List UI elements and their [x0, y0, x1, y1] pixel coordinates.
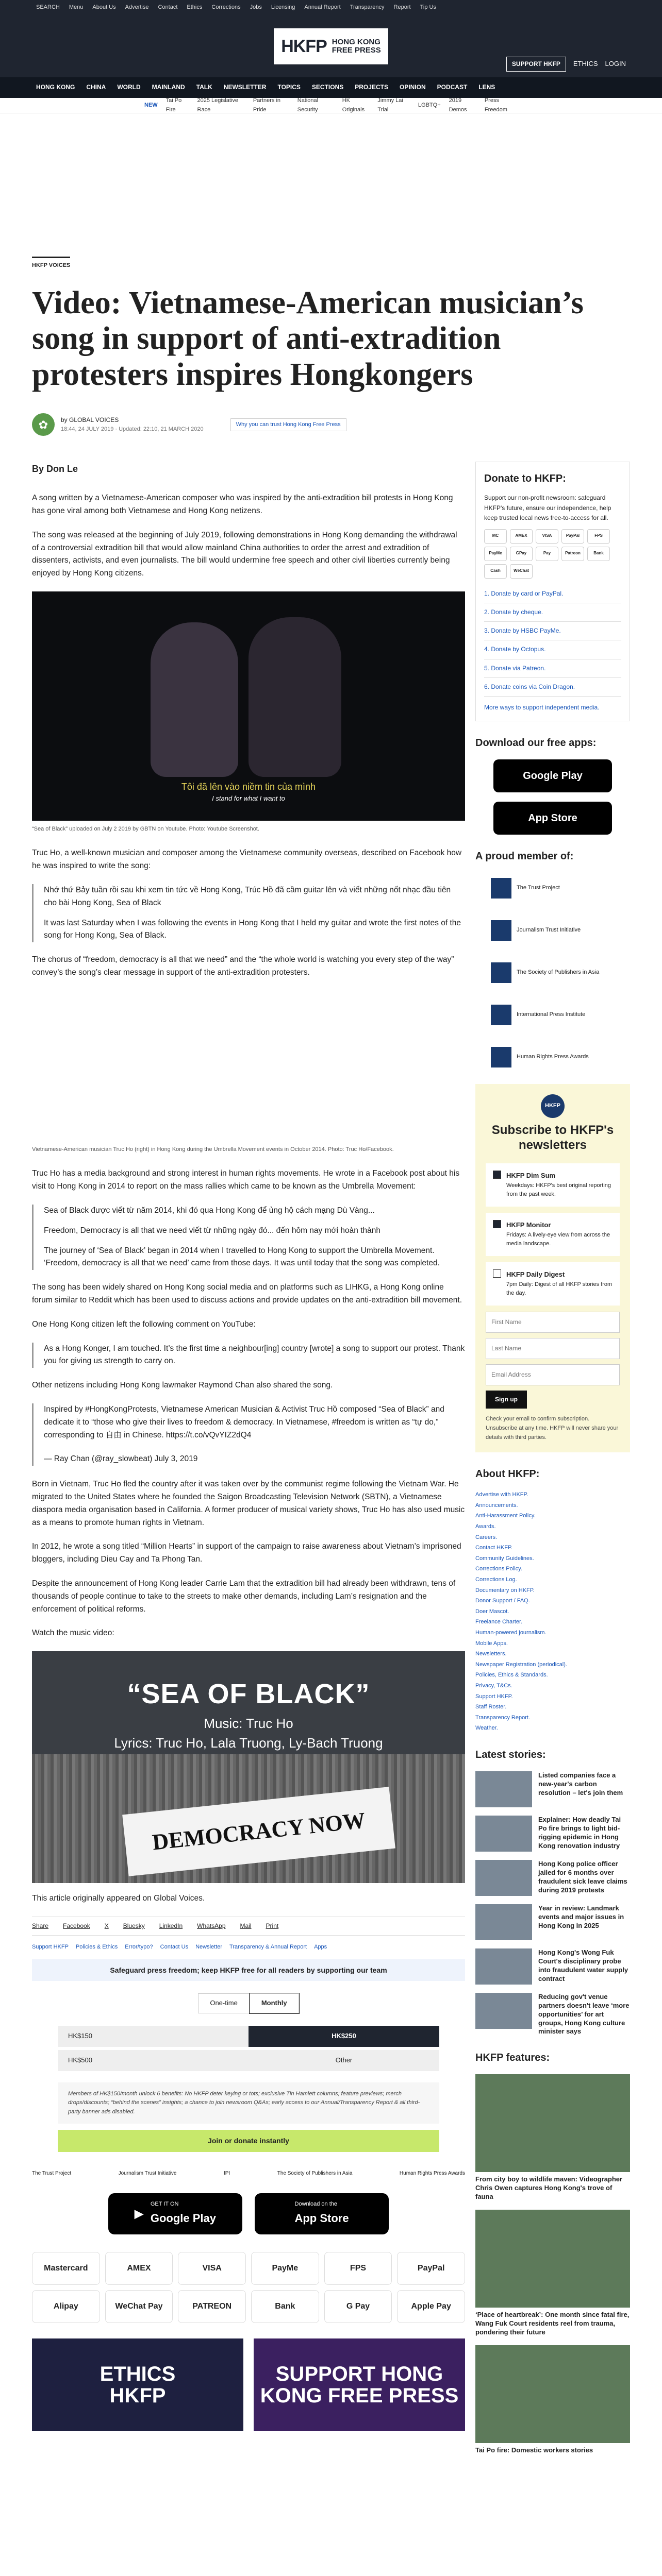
freq-one-time[interactable]: One-time [198, 1993, 249, 2013]
logo-line1: HONG KONG [332, 38, 380, 47]
card-logo: MC [484, 529, 507, 544]
newsletter-option[interactable] [486, 1213, 620, 1256]
donate-link[interactable]: 4. Donate by Octopus. [484, 640, 621, 659]
latest-story[interactable] [475, 1860, 630, 1896]
newsletter-option[interactable] [486, 1163, 620, 1207]
subnav-item[interactable]: Partners in Pride [253, 97, 281, 113]
blockquote [32, 884, 465, 942]
nav-item[interactable]: NEWSLETTER [223, 83, 267, 91]
paragraph: Truc Ho has a media background and strong interest in human rights movements. He wrote in a Facebook post about his visit to Hong Kong in 2014 to report on the mass rallies which came to be known as the Umbrella Movement: [32, 1169, 460, 1191]
embedded-tweet[interactable] [32, 1403, 465, 1466]
option-desc: Weekdays: HKFP's best original reporting from the past week. [506, 1182, 611, 1198]
about-link[interactable]: Newspaper Registration (periodical). [475, 1661, 567, 1668]
top-utility-bar [0, 0, 662, 15]
member-logos [475, 873, 630, 1073]
quote-line: As a Hong Konger, I am touched. It’s the first time a neighbour[ing] country [wrote] a song to support our protest. Thank you for giving us strength to carry on. [44, 1344, 465, 1366]
about-link[interactable]: Careers. [475, 1534, 498, 1540]
blockquote [32, 1205, 465, 1270]
login-link[interactable]: LOGIN [605, 60, 626, 68]
story-thumbnail [475, 1948, 532, 1985]
paragraph: In 2012, he wrote a song titled “Million Hearts” in support of the campaign to raise awareness about Vietnam’s imprisoned bloggers, including Dieu Cay and Ta Phong Tan. [32, 1542, 461, 1564]
about-link[interactable]: Contact HKFP. [475, 1545, 512, 1551]
freq-monthly[interactable]: Monthly [250, 1993, 299, 2013]
feature-image [475, 2074, 630, 2172]
safeguard-banner[interactable]: Safeguard press freedom; keep HKFP free for all readers by supporting our team [32, 1959, 465, 1981]
quote-line: It was last Saturday when I was following the events in Hong Kong that I held my guitar and wrote the first notes of the song for Hong Kong, Sea of Black. [44, 918, 461, 940]
payment-logo: PayPal [397, 2252, 465, 2285]
video-credit-lyrics: Lyrics: Truc Ho, Lala Truong, Ly-Bach Truong [114, 1735, 383, 1751]
share-link[interactable]: X [104, 1922, 109, 1929]
newsletter-option[interactable] [486, 1262, 620, 1306]
topbar-link[interactable]: Jobs [250, 4, 262, 11]
footer-links [32, 1943, 465, 1952]
paragraph: Truc Ho, a well-known musician and composer among the Vietnamese community overseas, described on Facebook how he was inspired to write the song: [32, 849, 462, 871]
card-logo: PayPal [561, 529, 584, 544]
payment-logo: WeChat Pay [105, 2290, 173, 2323]
payment-logo: PayMe [251, 2252, 319, 2285]
topbar-link[interactable]: Report [393, 4, 411, 11]
member-name: Journalism Trust Initiative [517, 927, 581, 934]
paragraph: The chorus of “freedom, democracy is all that we need” and the “the whole world is watching you every step of the way” convey’s the song’s clear message in support of the anti-extradition protesters. [32, 955, 454, 977]
share-link[interactable]: Facebook [63, 1922, 90, 1929]
more-ways-link[interactable]: More ways to support independent media. [484, 704, 600, 711]
about-title: About HKFP: [475, 1468, 540, 1480]
topbar-link[interactable]: Ethics [187, 4, 203, 11]
about-link[interactable]: Documentary on HKFP. [475, 1587, 535, 1594]
footer-link[interactable]: Error/typo? [125, 1944, 153, 1951]
nav-item[interactable]: TOPICS [277, 83, 301, 91]
nav-item[interactable]: WORLD [117, 83, 141, 91]
tweet-author: — Ray Chan (@ray_slowbeat) July 3, 2019 [44, 1454, 198, 1464]
first-name-field[interactable]: First Name [486, 1312, 620, 1333]
about-link[interactable]: Privacy, T&Cs. [475, 1682, 512, 1689]
trust-notice[interactable]: Why you can trust Hong Kong Free Press [230, 418, 346, 432]
blockquote [32, 1343, 465, 1368]
card-logo: PayMe [484, 547, 507, 561]
topbar-link[interactable]: Contact [158, 4, 178, 11]
story-title: Explainer: How deadly Tai Po fire brings to light bid-rigging epidemic in Hong Kong renovation industry [538, 1815, 621, 1850]
member-logo[interactable] [475, 957, 630, 988]
donate-link[interactable]: 2. Donate by cheque. [484, 603, 621, 622]
story-thumbnail [475, 1771, 532, 1807]
topbar-link[interactable]: Annual Report [304, 4, 341, 11]
new-label: NEW [144, 101, 158, 108]
subnav-item[interactable]: 2019 Demos [449, 97, 467, 113]
member-title: A proud member of: [475, 851, 574, 862]
about-link[interactable]: Community Guidelines. [475, 1555, 534, 1562]
nav-item[interactable]: MAINLAND [152, 83, 185, 91]
share-link[interactable]: Mail [240, 1922, 252, 1929]
story-thumbnail [475, 1860, 532, 1896]
subnav-item[interactable]: Tai Po Fire [166, 97, 182, 113]
story-thumbnail [475, 1904, 532, 1940]
latest-story[interactable] [475, 1993, 630, 2036]
video-embed[interactable] [32, 1651, 465, 1883]
about-link[interactable]: Doer Mascot. [475, 1608, 509, 1615]
member-name: The Trust Project [517, 885, 560, 891]
checkbox[interactable] [493, 1171, 501, 1179]
about-link[interactable]: Staff Roster. [475, 1704, 507, 1710]
ethics-promo[interactable]: ETHICS HKFP [32, 2338, 243, 2431]
story-title: Listed companies face a new-year's carbon resolution – let's join them [538, 1771, 623, 1797]
card-logo: VISA [536, 529, 558, 544]
paragraph: Other netizens including Hong Kong lawmaker Raymond Chan also shared the song. [32, 1381, 333, 1390]
nav-item[interactable]: CHINA [86, 83, 106, 91]
topbar-link[interactable]: About Us [92, 4, 116, 11]
footer-link[interactable]: Transparency & Annual Report [229, 1944, 307, 1951]
store-small: GET IT ON [150, 2201, 179, 2208]
about-link[interactable]: Newsletters. [475, 1651, 507, 1657]
subnav-item[interactable]: National Security [297, 97, 319, 113]
subnav-item[interactable]: HK Originals [342, 97, 365, 113]
features-title: HKFP features: [475, 2052, 550, 2064]
story-thumbnail [475, 1816, 532, 1852]
card-logo: Pay [536, 547, 558, 561]
feature-title: From city boy to wildlife maven: Videographer Chris Owen captures Hong Kong's trove of fauna [475, 2175, 623, 2201]
card-logo: Patreon [561, 547, 584, 561]
paragraph: Watch the music video: [32, 1629, 114, 1638]
donate-link[interactable]: 3. Donate by HSBC PayMe. [484, 622, 621, 640]
apps-title: Download our free apps: [475, 737, 597, 749]
option-desc: Fridays: A lively-eye view from across the media landscape. [506, 1231, 610, 1247]
story-title: Hong Kong police officer jailed for 6 months over fraudulent sick leave claims during 2019 protests [538, 1859, 627, 1894]
app-store-row [32, 2193, 465, 2234]
paragraph: Born in Vietnam, Truc Ho fled the country after it was taken over by the communist regime following the Vietnam War. He migrated to the United States where he founded the Saigon Broadcasting Television Network (SBTN), a Vietnamese diaspora media organisation based in California. A former producer of musical variety shows, Truc Ho has also used music as a means to promote human rights in Vietnam. [32, 1480, 465, 1527]
member-icon [491, 878, 511, 899]
option-title: HKFP Dim Sum [506, 1171, 556, 1179]
feature-image [475, 2345, 630, 2443]
about-link[interactable]: Freelance Charter. [475, 1619, 523, 1625]
payment-methods [32, 2252, 465, 2323]
member-icon [491, 962, 511, 983]
embedded-image-placeholder [32, 991, 465, 1145]
store-big: App Store [294, 2211, 349, 2225]
donate-link[interactable]: 6. Donate coins via Coin Dragon. [484, 678, 621, 697]
feature-title: ‘Place of heartbreak’: One month since fatal fire, Wang Fuk Court residents reel from trauma, pondering their future [475, 2311, 630, 2336]
signup-button[interactable]: Sign up [486, 1391, 527, 1409]
latest-stories [475, 1771, 630, 2036]
share-bar [32, 1917, 465, 1936]
byline-author[interactable]: by GLOBAL VOICES [61, 416, 119, 423]
topbar-link[interactable]: Menu [69, 4, 84, 11]
story-title: Reducing gov't venue partners doesn't leave ‘more opportunities’ for art groups, Hong Kong culture minister says [538, 1992, 630, 2036]
support-button[interactable]: SUPPORT HKFP [506, 57, 566, 72]
article-author: By Don Le [32, 464, 78, 474]
member-icon [491, 1005, 511, 1025]
email-field[interactable]: Email Address [486, 1364, 620, 1385]
subnav-item[interactable]: Press Freedom [484, 97, 507, 113]
card-logo: FPS [587, 529, 610, 544]
subnav-item[interactable]: Jimmy Lai Trial [377, 97, 403, 113]
about-link[interactable]: Human-powered journalism. [475, 1629, 547, 1636]
card-logo: Bank [587, 547, 610, 561]
feature-story[interactable] [475, 2210, 630, 2337]
topbar-link[interactable]: Corrections [211, 4, 241, 11]
site-logo[interactable] [274, 28, 388, 64]
hkfp-icon: HKFP [541, 1094, 565, 1118]
nav-item[interactable]: HONG KONG [36, 83, 75, 91]
paragraph: A song written by a Vietnamese-American composer who was inspired by the anti-extradition bill protests in Hong Kong has gone viral among both Vietnamese and Hong Kong netizens. [32, 494, 453, 515]
about-link[interactable]: Policies, Ethics & Standards. [475, 1672, 548, 1679]
video-title: “SEA OF BLACK” [127, 1679, 370, 1710]
store-small: Download on the [294, 2201, 337, 2208]
image-caption: “Sea of Black” uploaded on July 2 2019 by GBTN on Youtube. Photo: Youtube Screenshot. [32, 825, 259, 832]
about-link[interactable]: Support HKFP. [475, 1693, 513, 1700]
member-name: The Society of Publishers in Asia [517, 969, 600, 976]
author-avatar: ✿ [32, 413, 55, 436]
logo-mark: HKFP [281, 36, 327, 56]
promo-row [32, 2338, 465, 2431]
nav-item[interactable]: PROJECTS [355, 83, 388, 91]
card-logos [484, 529, 621, 579]
share-link[interactable]: LinkedIn [159, 1922, 183, 1929]
donate-box [475, 462, 630, 721]
member-logo[interactable] [475, 1042, 630, 1073]
byline [32, 413, 630, 436]
donate-text: Support our non-profit newsroom: safeguard HKFP's future, ensure our independence, help keep trusted local news free-to-access for all. [484, 494, 611, 521]
topbar-link[interactable]: Transparency [350, 4, 385, 11]
share-link[interactable]: Share [32, 1922, 49, 1929]
card-logo: Cash [484, 564, 507, 579]
about-list [475, 1490, 630, 1733]
subnav-item[interactable]: LGBTQ+ [418, 101, 441, 108]
image-subtitle-en: I stand for what I want to [212, 794, 285, 802]
video-credit-music: Music: Truc Ho [204, 1716, 293, 1732]
donate-link[interactable]: 1. Donate by card or PayPal. [484, 585, 621, 603]
partner-logo[interactable]: The Trust Project [32, 2170, 72, 2176]
google-play-button[interactable]: ▶ GET IT ON Google Play [108, 2193, 242, 2234]
latest-story[interactable] [475, 1771, 630, 1807]
article-title: Video: Vietnamese-American musician’s song in support of anti-extradition protesters inspires Hongkongers [32, 285, 584, 392]
card-logo: AMEX [510, 529, 533, 544]
card-logo: WeChat [510, 564, 533, 579]
nav-item[interactable]: PODCAST [437, 83, 468, 91]
last-name-field[interactable]: Last Name [486, 1338, 620, 1359]
latest-story[interactable] [475, 1816, 630, 1852]
donation-amounts [58, 2026, 439, 2071]
share-link[interactable]: Print [266, 1922, 279, 1929]
member-logo[interactable] [475, 873, 630, 904]
payment-logo: AMEX [105, 2252, 173, 2285]
option-title: HKFP Daily Digest [506, 1270, 565, 1278]
payment-logo: Alipay [32, 2290, 100, 2323]
nav-item[interactable]: LENS [478, 83, 495, 91]
latest-story[interactable] [475, 1948, 630, 1985]
quote-line: Nhớ thứ Bảy tuần rồi sau khi xem tin tức về Hong Kong, Trúc Hồ đã cầm guitar lên và viết những nốt nhạc đầu tiên cho bài Hong Kong, Sea of Black [44, 886, 451, 907]
nav-item[interactable]: SECTIONS [311, 83, 344, 91]
about-link[interactable]: Transparency Report. [475, 1714, 530, 1721]
topbar-link[interactable]: SEARCH [36, 4, 60, 11]
about-link[interactable]: Anti-Harassment Policy. [475, 1513, 536, 1519]
topbar-link[interactable]: Tip Us [420, 4, 436, 11]
topbar-link[interactable]: Licensing [271, 4, 295, 11]
member-logo[interactable] [475, 915, 630, 946]
paragraph: The song has been widely shared on Hong Kong social media and on platforms such as LIHKG, a Hong Kong online forum similar to Reddit which has been used to discuss actions and provide updates on the anti-extradition bill movement. [32, 1283, 462, 1305]
feature-story[interactable] [475, 2345, 630, 2455]
sidebar [475, 462, 630, 2463]
about-link[interactable]: Mobile Apps. [475, 1640, 508, 1647]
join-button[interactable]: Join or donate instantly [58, 2130, 439, 2151]
partner-logo[interactable]: Human Rights Press Awards [399, 2170, 465, 2176]
footer-link[interactable]: Policies & Ethics [75, 1944, 118, 1951]
checkbox[interactable] [493, 1220, 501, 1228]
footer-link[interactable]: Newsletter [195, 1944, 223, 1951]
option-title: HKFP Monitor [506, 1221, 551, 1229]
about-link[interactable]: Awards. [475, 1523, 496, 1530]
donate-title: Donate to HKFP: [484, 473, 566, 485]
about-link[interactable]: Corrections Policy. [475, 1566, 522, 1572]
partner-logo[interactable]: Journalism Trust Initiative [118, 2170, 177, 2176]
amount-option[interactable]: Other [249, 2050, 439, 2071]
footer-link[interactable]: Support HKFP [32, 1944, 69, 1951]
member-name: International Press Institute [517, 1011, 586, 1018]
checkbox[interactable] [493, 1269, 501, 1278]
app-store-button[interactable]: App Store [493, 802, 612, 835]
app-store-button[interactable] [255, 2193, 389, 2234]
about-link[interactable]: Advertise with HKFP. [475, 1492, 528, 1498]
paragraph: The song was released at the beginning of July 2019, following demonstrations in Hong Kong demanding the withdrawal of a controversial extradition bill that would allow mainland China authorities to order the arrest and extradition of dissenters, activists, and even journalists. The bill would undermine free speech and other civil liberties currently being enjoyed by Hong Kong citizens. [32, 530, 457, 578]
quote-line: Sea of Black được viết từ năm 2014, khi đó qua Hong Kong để ủng hộ cách mạng Dù Vàng... [44, 1206, 375, 1215]
paragraph: One Hong Kong citizen left the following comment on YouTube: [32, 1319, 256, 1329]
payment-logo: G Pay [324, 2290, 392, 2323]
share-link[interactable]: WhatsApp [197, 1922, 226, 1929]
tweet-text: Inspired by #HongKongProtests, Vietnamese American Musician & Activist Truc Hồ composed “Sea of Black” and dedicate it to “those who give their lives to freedom & democracy. In Vietnamese, #freedom is written as “tự do,” corresponding to 自由 in Chinese. https://t.co/vQvYIZ2dQ4 [44, 1405, 444, 1439]
main-nav [0, 77, 662, 98]
footer-link[interactable]: Apps [314, 1944, 327, 1951]
topbar-link[interactable]: Advertise [125, 4, 149, 11]
feature-story[interactable] [475, 2074, 630, 2201]
support-promo[interactable]: SUPPORT HONG KONG FREE PRESS [254, 2338, 465, 2431]
option-desc: 7pm Daily: Digest of all HKFP stories from the day. [506, 1281, 613, 1297]
newsletter-note: Check your email to confirm subscription. Unsubscribe at any time. HKFP will never share your details with third parties. [486, 1416, 619, 1440]
video-banner: DEMOCRACY NOW [122, 1787, 395, 1876]
member-icon [491, 1047, 511, 1067]
feature-stories [475, 2074, 630, 2454]
story-title: Hong Kong's Wong Fuk Court's disciplinary probe into fraudulent water supply contract [538, 1948, 628, 1982]
card-logo: GPay [510, 547, 533, 561]
image-caption: Vietnamese-American musician Truc Ho (right) in Hong Kong during the Umbrella Movement events in October 2014. Photo: Truc Ho/Facebook. [32, 1146, 394, 1153]
about-link[interactable]: Corrections Log. [475, 1577, 517, 1583]
latest-title: Latest stories: [475, 1749, 546, 1760]
donate-links [484, 585, 621, 697]
member-icon [491, 920, 511, 941]
sub-nav [0, 98, 662, 113]
store-big: Google Play [150, 2211, 217, 2225]
nav-item[interactable]: TALK [196, 83, 212, 91]
member-benefits: Members of HK$150/month unlock 6 benefits: No HKFP deter keying or tots; exclusive Tin Hamlett columns; feature previews; merch drops/discounts; “behind the scenes” insights; a chance to join newsroom Q&As; early access to our Annual/Transparency Report & all third-party banner ads disabled. [58, 2082, 439, 2124]
payment-logo: Apple Pay [397, 2290, 465, 2323]
byline-dates: 18:44, 24 JULY 2019 · Updated: 22:10, 21 MARCH 2020 [61, 426, 204, 433]
amount-option[interactable]: HK$150 [58, 2026, 249, 2047]
nav-item[interactable]: OPINION [399, 83, 426, 91]
about-link[interactable]: Donor Support / FAQ. [475, 1598, 530, 1604]
quote-line: Freedom, Democracy is all that we need viết từ những ngày đó... đến hôm nay mới hoàn thành [44, 1226, 380, 1235]
amount-option[interactable]: HK$500 [58, 2050, 249, 2071]
story-thumbnail [475, 1993, 532, 2029]
paragraph: Despite the announcement of Hong Kong leader Carrie Lam that the extradition bill had already been withdrawn, tens of thousands of people continue to take to the streets to make other demands, including Lam’s resignation and the enforcement of political reforms. [32, 1579, 456, 1614]
payment-logo: Mastercard [32, 2252, 100, 2285]
share-link[interactable]: Bluesky [123, 1922, 145, 1929]
subnav-item[interactable]: 2025 Legislative Race [197, 97, 239, 113]
donate-link[interactable]: 5. Donate via Patreon. [484, 659, 621, 678]
frequency-toggle [32, 1993, 465, 2013]
article-body [32, 462, 465, 2431]
image-subtitle-vi: Tôi đã lên vào niềm tin của mình [181, 781, 316, 792]
about-link[interactable]: Weather. [475, 1725, 498, 1732]
story-title: Year in review: Landmark events and major issues in Hong Kong in 2025 [538, 1904, 624, 1929]
member-logo[interactable] [475, 999, 630, 1030]
partner-logos [32, 2170, 465, 2178]
google-play-button[interactable]: Google Play [493, 759, 612, 792]
quote-line: The journey of ‘Sea of Black’ began in 2014 when I travelled to Hong Kong to support the Umbrella Movement. ‘Freedom, democracy is all that we need’ came from those days. It was until today that the song was completed. [44, 1246, 440, 1268]
section-label[interactable]: HKFP VOICES [32, 257, 70, 270]
article-image [32, 591, 465, 821]
site-header [0, 15, 662, 77]
partner-logo[interactable]: IPI [224, 2170, 230, 2176]
feature-title: Tai Po fire: Domestic workers stories [475, 2446, 593, 2454]
partner-logo[interactable]: The Society of Publishers in Asia [277, 2170, 353, 2176]
paragraph: This article originally appeared on Global Voices. [32, 1894, 205, 1903]
payment-logo: Bank [251, 2290, 319, 2323]
payment-logo: PATREON [178, 2290, 246, 2323]
ethics-link[interactable]: ETHICS [573, 60, 598, 68]
feature-image [475, 2210, 630, 2308]
payment-logo: VISA [178, 2252, 246, 2285]
logo-line2: FREE PRESS [332, 45, 381, 55]
footer-link[interactable]: Contact Us [160, 1944, 189, 1951]
latest-story[interactable] [475, 1904, 630, 1940]
amount-option[interactable]: HK$250 [249, 2026, 439, 2047]
about-link[interactable]: Announcements. [475, 1502, 518, 1509]
member-name: Human Rights Press Awards [517, 1054, 589, 1060]
newsletter-box [475, 1084, 630, 1452]
newsletter-title: Subscribe to HKFP's newsletters [491, 1123, 614, 1152]
payment-logo: FPS [324, 2252, 392, 2285]
